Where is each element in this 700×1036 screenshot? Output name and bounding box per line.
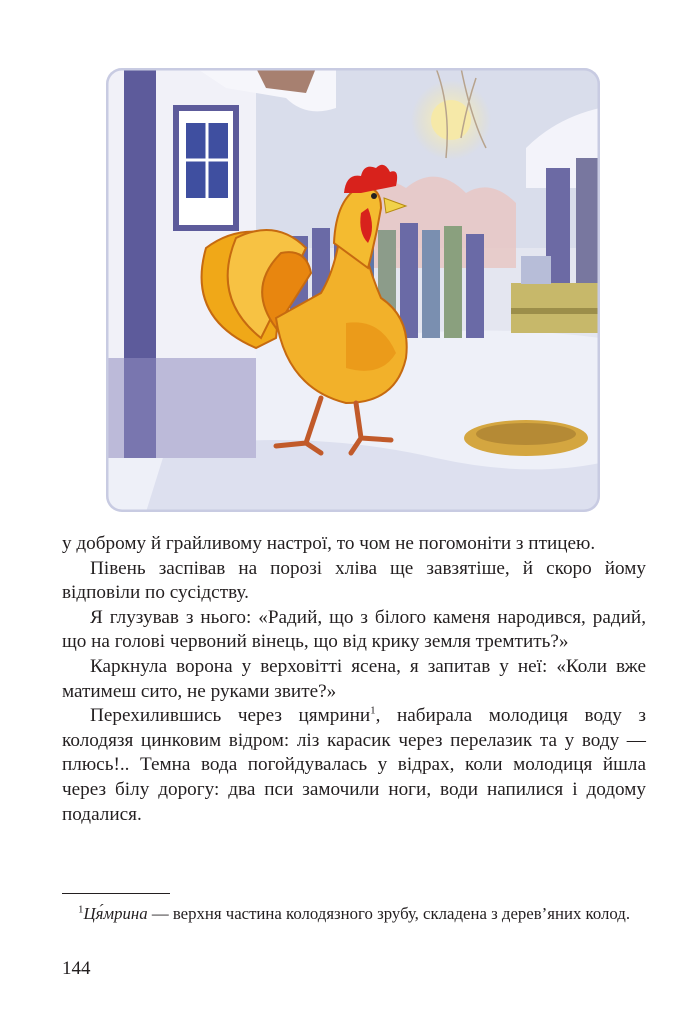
footnote-mark: 1 bbox=[78, 903, 84, 916]
rooster-illustration bbox=[106, 68, 600, 512]
paragraph: у доброму й грайливому настрої, то чом не погомоніти з птицею. bbox=[62, 533, 596, 554]
paragraph-text: Перехилившись через цямрини bbox=[90, 705, 371, 727]
paragraph bbox=[62, 704, 646, 827]
footnote bbox=[62, 903, 646, 925]
footnote-divider bbox=[62, 893, 170, 894]
paragraph: Я глузував з нього: «Радий, що з білого каменя народився, радий, що на голові червоний вінець, що від крику земля тремтить?» bbox=[62, 606, 646, 653]
body-text bbox=[62, 532, 646, 827]
footnote-term: Ця́мрина bbox=[83, 904, 148, 923]
footnote-text: — верхня частина колодязного зрубу, складена з дерев’яних колод. bbox=[147, 904, 631, 923]
paragraph: Півень заспівав на порозі хліва ще завзятіше, й скоро йому відповіли по сусідству. bbox=[62, 557, 646, 604]
paragraph: Каркнула ворона у верховітті ясена, я запитав у неї: «Коли вже матимеш сито, не руками звите?» bbox=[62, 655, 646, 702]
footnote-ref[interactable]: 1 bbox=[370, 704, 376, 717]
paragraph-text: , набирала молодиця воду з колодязя цинковим відром: ліз карасик через перелазик та у воду — плюсь!.. Темна вода погойдувалась у відрах, коли молодиця йшла через білу дорогу: два пси замочили ноги, води напилися і додому подалися. bbox=[62, 705, 646, 825]
page-number: 144 bbox=[62, 958, 91, 979]
